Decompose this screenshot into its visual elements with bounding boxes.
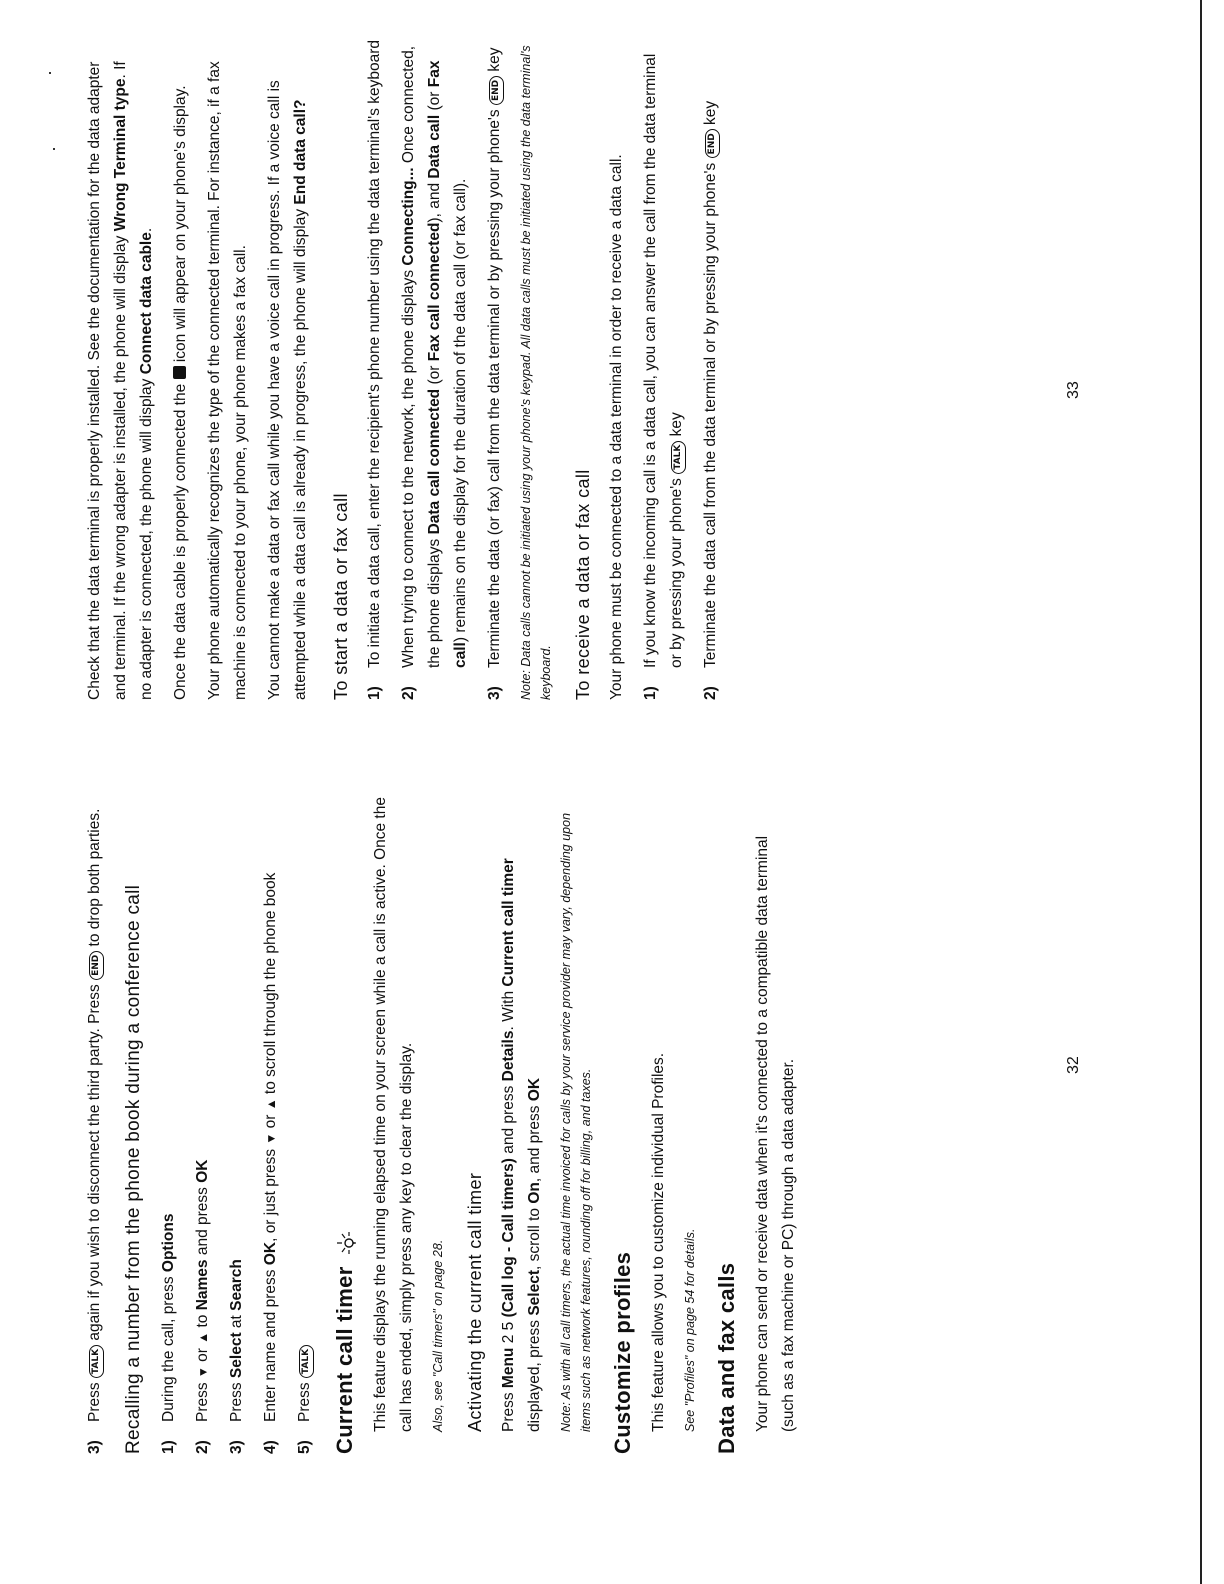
- talk-key-icon: TALK: [299, 1345, 314, 1378]
- recall-step-3: 3) Press Select at Search: [228, 1259, 245, 1454]
- activate-timer-note: Note: As with all call timers, the actual time invoiced for calls by your service provider may vary, depending upon items such as network features, rounding off for billing, and taxes.: [559, 812, 593, 1432]
- end-key-icon: END: [89, 951, 104, 980]
- recall-step-1: 1) During the call, press Options: [160, 1213, 177, 1454]
- down-arrow-icon: ▼: [264, 1132, 278, 1145]
- recall-step-5: 5) Press TALK: [292, 794, 318, 1454]
- page-number-32: 32: [1065, 1056, 1082, 1074]
- profiles-note: See "Profiles" on page 54 for details.: [683, 1228, 697, 1432]
- customize-profiles-heading: Customize profiles: [610, 1251, 635, 1454]
- start-call-heading: To start a data or fax call: [331, 493, 351, 700]
- recognize-paragraph: Your phone automatically recognizes the type of the connected terminal. For instance, if a fax machine is connected to your phone, your phone makes a fax call.: [206, 61, 249, 700]
- start-note: Note: Data calls cannot be initiated using your phone's keypad. All data calls must be initiated using the data terminal's keyboard.: [519, 45, 553, 700]
- end-key-icon: END: [705, 129, 720, 158]
- profiles-paragraph: This feature allows you to customize individual Profiles.: [650, 1052, 667, 1432]
- step-number: 3): [86, 1440, 103, 1454]
- timer-bulb-icon: [334, 1230, 358, 1256]
- timer-paragraph: This feature displays the running elapsed time on your screen while a call is active. Once the call has ended, simply press any key to clear the display.: [372, 797, 415, 1432]
- receive-step-1: 1) If you know the incoming call is a data call, you can answer the call from the data terminal or by pressing your phone's TALK key: [642, 53, 685, 700]
- data-fax-heading: Data and fax calls: [714, 1262, 739, 1454]
- data-connection-icon: [173, 366, 186, 379]
- timer-note: Also, see "Call timers" on page 28.: [431, 1239, 445, 1432]
- start-step-2: 2) When trying to connect to the network, the phone displays Connecting... Once connected, the phone displays Data call connected (or Fax call connected), and Data call (or Fax call) remains on the display for the duration of the data call (or fax call).: [400, 45, 469, 700]
- receive-paragraph: Your phone must be connected to a data terminal in order to receive a data call.: [608, 154, 625, 700]
- talk-key-icon: TALK: [89, 1345, 104, 1378]
- step-3-disconnect: [82, 794, 108, 1454]
- cannot-paragraph: You cannot make a data or fax call while you have a voice call in progress. If a voice call is attempted while a data call is already in progress, the phone will display End data call?: [266, 80, 309, 700]
- step-text: Press TALK again if you wish to disconnect the third party. Press END to drop both parties.: [86, 808, 103, 1422]
- page-32-column: [82, 794, 810, 1454]
- data-icon-paragraph: Once the data cable is properly connected the icon will appear on your phone's display.: [172, 85, 189, 700]
- check-terminal-paragraph: Check that the data terminal is properly installed. See the documentation for the data adapter and terminal. If the wrong adapter is installed, the phone will display Wrong Terminal type. If no adapter is connected, the phone will display Connect data cable.: [86, 61, 155, 700]
- recall-step-2: 2) Press ▼ or ▲ to Names and press OK: [194, 1159, 211, 1454]
- up-arrow-icon: ▲: [264, 1098, 278, 1111]
- up-arrow-icon: ▲: [196, 1331, 210, 1344]
- data-fax-paragraph: Your phone can send or receive data when it's connected to a compatible data terminal (such as a fax machine or PC) through a data adapter.: [754, 835, 797, 1432]
- activate-timer-heading: Activating the current call timer: [465, 1172, 485, 1432]
- end-key-icon: END: [489, 76, 504, 105]
- recall-heading: Recalling a number from the phone book during a conference call: [123, 884, 144, 1454]
- down-arrow-icon: ▼: [196, 1366, 210, 1379]
- start-step-1: 1) To initiate a data call, enter the recipient's phone number using the data terminal's keyboard: [366, 39, 383, 700]
- call-timer-heading: Current call timer: [330, 794, 360, 1454]
- recall-step-4: 4) Enter name and press OK, or just press ▼ or ▲ to scroll through the phone book: [262, 872, 279, 1454]
- receive-call-heading: To receive a data or fax call: [573, 469, 593, 700]
- receive-step-2: 2) Terminate the data call from the data terminal or by pressing your phone's END key: [702, 100, 719, 700]
- start-step-3: 3) Terminate the data (or fax) call from the data terminal or by pressing your phone's END key: [486, 47, 503, 700]
- activate-timer-paragraph: Press Menu 2 5 (Call log - Call timers) and press Details. With Current call timer displayed, press Select, scroll to On, and press OK: [500, 858, 543, 1432]
- page-number-33: 33: [1065, 381, 1082, 399]
- talk-key-icon: TALK: [671, 441, 686, 474]
- page-33-column: [82, 40, 732, 700]
- scan-edge-rule: [1200, 0, 1202, 1584]
